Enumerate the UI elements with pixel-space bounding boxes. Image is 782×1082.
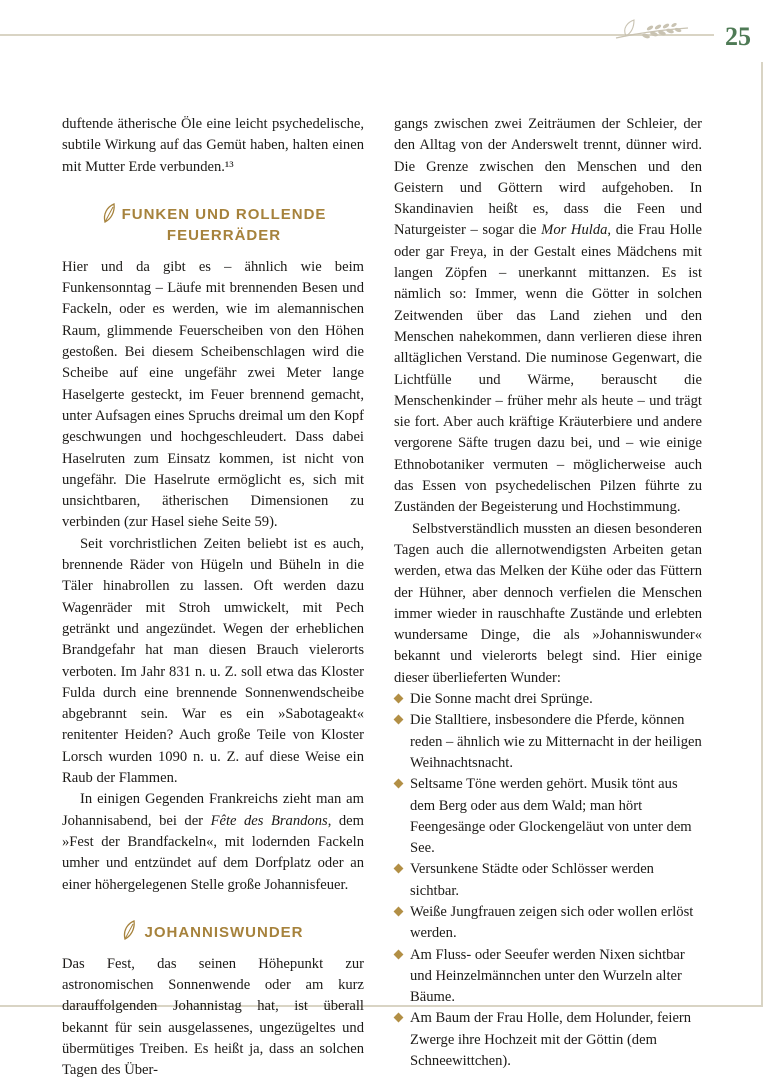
- right-column: [394, 114, 702, 1072]
- paragraph-uebergang-text-1: gangs zwischen zwei Zeiträumen der Schleier, der den Alltag von der Anderswelt trennt, dünner wird. Die Grenze zwischen den Menschen und den Geistern und Göttern wird aufgehoben. In Skandinavien heißt es, dass die Feen und Naturgeister – sogar die: [394, 116, 702, 239]
- paragraph-uebergang-text-2: , die Frau Holle oder gar Freya, in der Gestalt eines Mädchens mit langen Zöpfen – unerkannt mittanzen. Es ist nämlich so: Immer, wenn die Götter in solchen Zeitwenden über das Land ziehen und den Menschen nahekommen, dann verlieren diese ihren alltäglichen Verstand. Die numinose Gegenwart, die Lichtfülle und Wärme, berauscht die Menschenkinder – früher mehr als heute – und trägt sie fort. Aber auch kräftige Kräuterbiere und andere vergorene Säfte trugen dazu bei, und – wie einige Ethnobotaniker vermuten – möglicherweise auch das Essen von psychedelischen Pilzen führte zu Zuständen der Begeisterung und Hochstimmung.: [394, 222, 702, 516]
- paragraph-arbeiten: Selbstverständlich mussten an diesen besonderen Tagen auch die allernotwendigsten Arbeiten getan werden, etwa das Melken der Kühe oder das Füttern der Hühner, aber dennoch verfielen die Menschen immer wieder in rauschhafte Zustände und erlebten wundersame Dinge, die als »Johanniswunder« bekannt und vielerorts belegt sind. Hier einige dieser überlieferten Wunder:: [394, 520, 702, 686]
- leaf-icon: [122, 919, 138, 941]
- paragraph-scheibenschlagen: Hier und da gibt es – ähnlich wie beim Funkensonntag – Läufe mit brennenden Besen und Fackeln, oder es werden, wie im alemannischen Raum, glimmende Feuerscheiben von den Höhen gestoßen. Bei diesem Scheibenschlagen wird die Scheibe auf eine ungefähr zwei Meter lange Haselgerte gesteckt, im Feuer brennend gemacht, unter Aufsagen eines Spruchs dreimal um den Kopf geschwungen und hochgeschleudert. Dass dabei Haselruten zum Einsatz kommen, ist nicht von ungefähr. Die Haselrute ermöglicht es, sich mit unsichtbaren, ätherischen Dimensionen zu verbinden (zur Hasel siehe Seite 59).: [62, 258, 364, 531]
- page-number: 25: [725, 22, 751, 51]
- paragraph-frankreich-text-2: , dem »Fest der Brandfackeln«, mit lodernden Fackeln umher und entzündet auf dem Dorfplatz oder an einer höhergelegenen Stelle große Johannisfeuer.: [62, 812, 364, 893]
- list-item-text: Am Fluss- oder Seeufer werden Nixen sichtbar und Heinzelmännchen unter den Wurzeln alter Bäume.: [410, 946, 685, 1006]
- leaf-icon: [102, 202, 118, 224]
- section-heading-line-1: FUNKEN UND ROLLENDE: [121, 205, 327, 223]
- left-column: [62, 114, 364, 1082]
- diamond-bullet-icon: [394, 1013, 404, 1023]
- paragraph-frankreich: [62, 789, 364, 895]
- list-item: [394, 689, 702, 710]
- paragraph-feuerraeder: Seit vorchristlichen Zeiten beliebt ist es auch, brennende Räder von Hügeln und Büheln in die Täler hinabrollen zu lassen. Oft werden dazu Wagenräder mit Stroh umwickelt, mit Pech getränkt und angezündet. Wegen der erheblichen Brandgefahr hat man diesen Brauch vielerorts verboten. Im Jahr 831 n. u. Z. soll etwa das Kloster Fulda durch eine brennende Sonnenwendscheibe abgebrannt sein. War es ein »Sabotageakt« renitenter Heiden? Auch große Teile von Kloster Lorsch wurden 1090 n. u. Z. auf diese Weise ein Raub der Flammen.: [62, 535, 364, 787]
- frame-right-rule: [761, 62, 763, 1006]
- list-item: [394, 859, 702, 902]
- list-item: [394, 710, 702, 774]
- section-heading-johanniswunder: [62, 922, 364, 943]
- mor-hulda-term: Mor Hulda: [541, 222, 608, 239]
- list-item-text: Versunkene Städte oder Schlösser werden sichtbar.: [410, 861, 654, 899]
- diamond-bullet-icon: [394, 779, 404, 789]
- list-item-text: Die Stalltiere, insbesondere die Pferde, können reden – ähnlich wie zu Mitternacht in der heiligen Weihnachtsnacht.: [410, 712, 702, 771]
- fete-des-brandons-term: Fête des Brandons: [210, 812, 328, 829]
- list-item: [394, 1008, 702, 1072]
- section-heading-funken: [62, 204, 364, 246]
- intro-paragraph: duftende ätherische Öle eine leicht psychedelische, subtile Wirkung auf das Gemüt haben, halten einen mit Mutter Erde verbunden.¹³: [62, 116, 364, 175]
- diamond-bullet-icon: [394, 715, 404, 725]
- list-item: [394, 774, 702, 859]
- list-item: [394, 902, 702, 945]
- diamond-bullet-icon: [394, 907, 404, 917]
- list-item-text: Am Baum der Frau Holle, dem Holunder, feiern Zwerge ihre Hochzeit mit der Göttin (dem Schneewittchen).: [410, 1010, 692, 1070]
- paragraph-frankreich-text-1: In einigen Gegenden Frankreichs zieht man am Johannisabend, bei der: [62, 791, 364, 829]
- diamond-bullet-icon: [394, 864, 404, 874]
- paragraph-uebergang: [394, 114, 702, 519]
- paragraph-fest: Das Fest, das seinen Höhepunkt zur astronomischen Sonnenwende oder am kurz darauffolgenden Johannistag hat, ist überall bekannt für sein ausgelassenes, ungezügeltes und übermütiges Treiben. Es heißt ja, dass an solchen Tagen des Über-: [62, 955, 364, 1079]
- list-item-text: Seltsame Töne werden gehört. Musik tönt aus dem Berg oder aus dem Wald; man hört Feengesänge oder Glockengeläut von unter dem See.: [410, 776, 692, 857]
- sprig-ornament-icon: [614, 14, 690, 44]
- list-item: [394, 945, 702, 1009]
- wonders-list: [394, 689, 702, 1072]
- list-item-text: Die Sonne macht drei Sprünge.: [410, 691, 593, 708]
- section-heading-text: JOHANNISWUNDER: [144, 923, 304, 941]
- diamond-bullet-icon: [394, 949, 404, 959]
- diamond-bullet-icon: [394, 694, 404, 704]
- frame-top-rule: [0, 34, 714, 36]
- list-item-text: Weiße Jungfrauen zeigen sich oder wollen erlöst werden.: [410, 903, 694, 942]
- section-heading-line-2: FEUERRÄDER: [166, 226, 282, 244]
